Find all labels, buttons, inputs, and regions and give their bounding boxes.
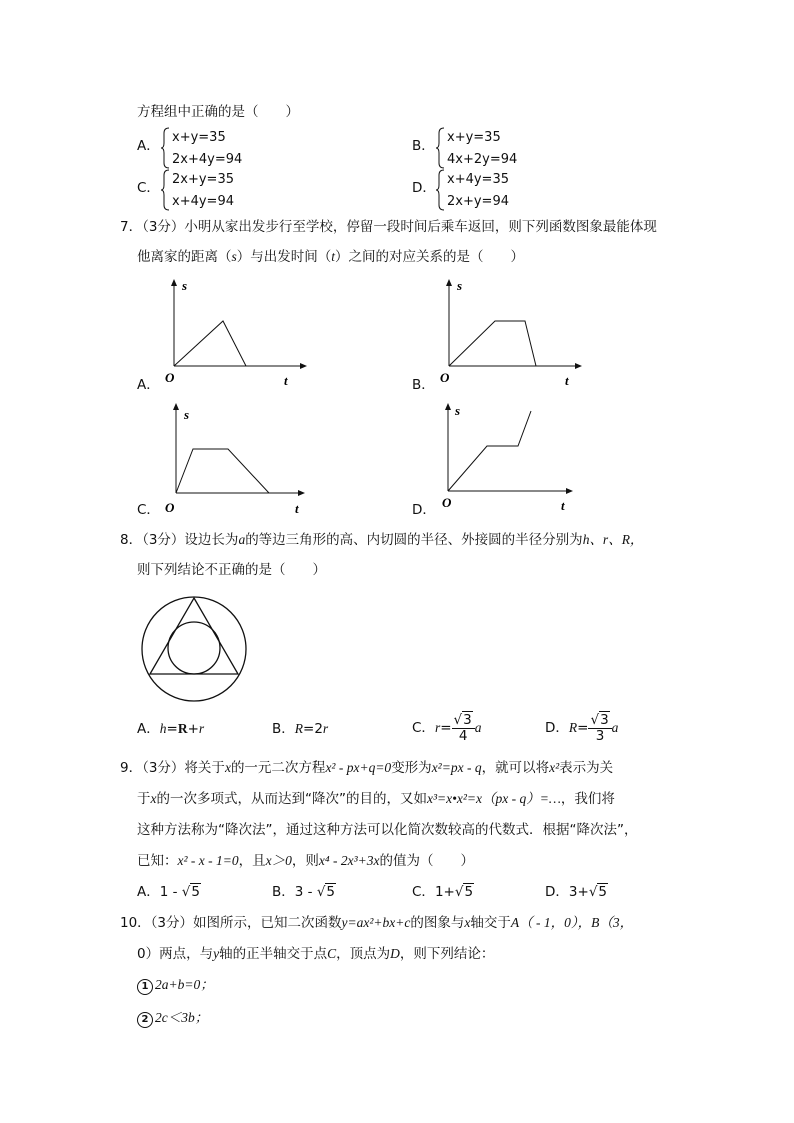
- circled-number-icon: 2: [137, 1012, 153, 1028]
- q10-stem-line-2: 0）两点，与y轴的正半轴交于点C，顶点为D，则下列结论：: [137, 946, 495, 962]
- triangle-circles-figure: [140, 595, 248, 703]
- axis-label-s: s: [457, 278, 463, 293]
- origin-label: O: [165, 370, 175, 385]
- q7-stem-line-1: 7．（3分）小明从家出发步行至学校，停留一段时间后乘车返回，则下列函数图象最能体现: [120, 219, 657, 235]
- equation-2: 2x+4y=94: [172, 152, 243, 167]
- q9-stem-line-4: 已知：x² - x - 1=0，且x＞0，则x⁴ - 2x³+3x的值为（ ）: [137, 853, 474, 869]
- origin-label: O: [442, 495, 452, 510]
- q8-stem-line-2: 则下列结论不正确的是（ ）: [137, 562, 326, 578]
- q10-stem-line-1: 10．（3分）如图所示，已知二次函数y=ax²+bx+c的图象与x轴交于A（ - 1，0），B（3，: [120, 915, 634, 931]
- option-label: A．: [137, 138, 160, 154]
- q8-stem-line-1: 8．（3分）设边长为a的等边三角形的高、内切圆的半径、外接圆的半径分别为h、r、R，: [120, 532, 644, 548]
- q9-option-a[interactable]: A．1 - √5: [137, 884, 200, 900]
- graph-d: [434, 402, 584, 514]
- axis-label-t: t: [561, 498, 565, 513]
- q9-option-b[interactable]: B．3 - √5: [272, 884, 336, 900]
- graph-a: [160, 278, 310, 388]
- axis-label-s: s: [184, 407, 190, 422]
- option-label: D．: [412, 502, 436, 518]
- option-label: D．: [412, 180, 436, 196]
- q9-stem-line-2: 于x的一次多项式，从而达到“降次”的目的，又如x³=x•x²=x（px - q）=…，我们将: [137, 791, 615, 807]
- q8-option-c[interactable]: C．r= $\frac{√3}{4}$ a: [412, 711, 482, 744]
- equation-2: 4x+2y=94: [447, 152, 518, 167]
- option-label: A．: [137, 377, 160, 393]
- q10-conclusion-2: 2 2c＜3b；: [137, 1009, 208, 1028]
- q8-option-d[interactable]: D．R= $\frac{√3}{3}$ a: [545, 711, 619, 744]
- q7-stem-line-2: 他离家的距离（s）与出发时间（t）之间的对应关系的是（ ）: [137, 249, 525, 265]
- option-label: B．: [412, 138, 435, 154]
- equation-1: x+4y=35: [447, 172, 509, 187]
- q9-stem-line-1: 9．（3分）将关于x的一元二次方程x² - px+q=0变形为x²=px - q，就可以将x²表示为关: [120, 760, 614, 776]
- origin-label: O: [165, 500, 175, 514]
- axis-label-t: t: [284, 373, 288, 388]
- option-label: B．: [412, 377, 435, 393]
- axis-label-t: t: [295, 501, 299, 514]
- equation-1: 2x+y=35: [172, 172, 234, 187]
- q9-option-c[interactable]: C．1+√5: [412, 884, 474, 900]
- brace-icon: [436, 169, 446, 211]
- option-label: C．: [137, 502, 160, 518]
- option-label: C．: [137, 180, 160, 196]
- equation-2: 2x+y=94: [447, 194, 509, 209]
- q9-option-d[interactable]: D．3+√5: [545, 884, 608, 900]
- axis-label-t: t: [565, 373, 569, 388]
- axis-label-s: s: [182, 278, 188, 293]
- axis-label-s: s: [455, 403, 461, 418]
- equation-2: x+4y=94: [172, 194, 234, 209]
- graph-c: [162, 402, 312, 514]
- q9-stem-line-3: 这种方法称为“降次法”，通过这种方法可以化简次数较高的代数式．根据“降次法”，: [137, 822, 638, 838]
- q8-option-a[interactable]: A．h=R+r: [137, 721, 205, 737]
- origin-label: O: [440, 370, 450, 385]
- graph-b: [435, 278, 585, 388]
- q8-option-b[interactable]: B．R=2r: [272, 721, 329, 737]
- brace-icon: [161, 127, 171, 169]
- equation-1: x+y=35: [172, 130, 226, 145]
- brace-icon: [436, 127, 446, 169]
- circled-number-icon: 1: [137, 979, 153, 995]
- equation-1: x+y=35: [447, 130, 501, 145]
- q10-conclusion-1: 1 2a+b=0；: [137, 976, 214, 995]
- q6-stem-tail: 方程组中正确的是（ ）: [137, 104, 299, 120]
- brace-icon: [161, 169, 171, 211]
